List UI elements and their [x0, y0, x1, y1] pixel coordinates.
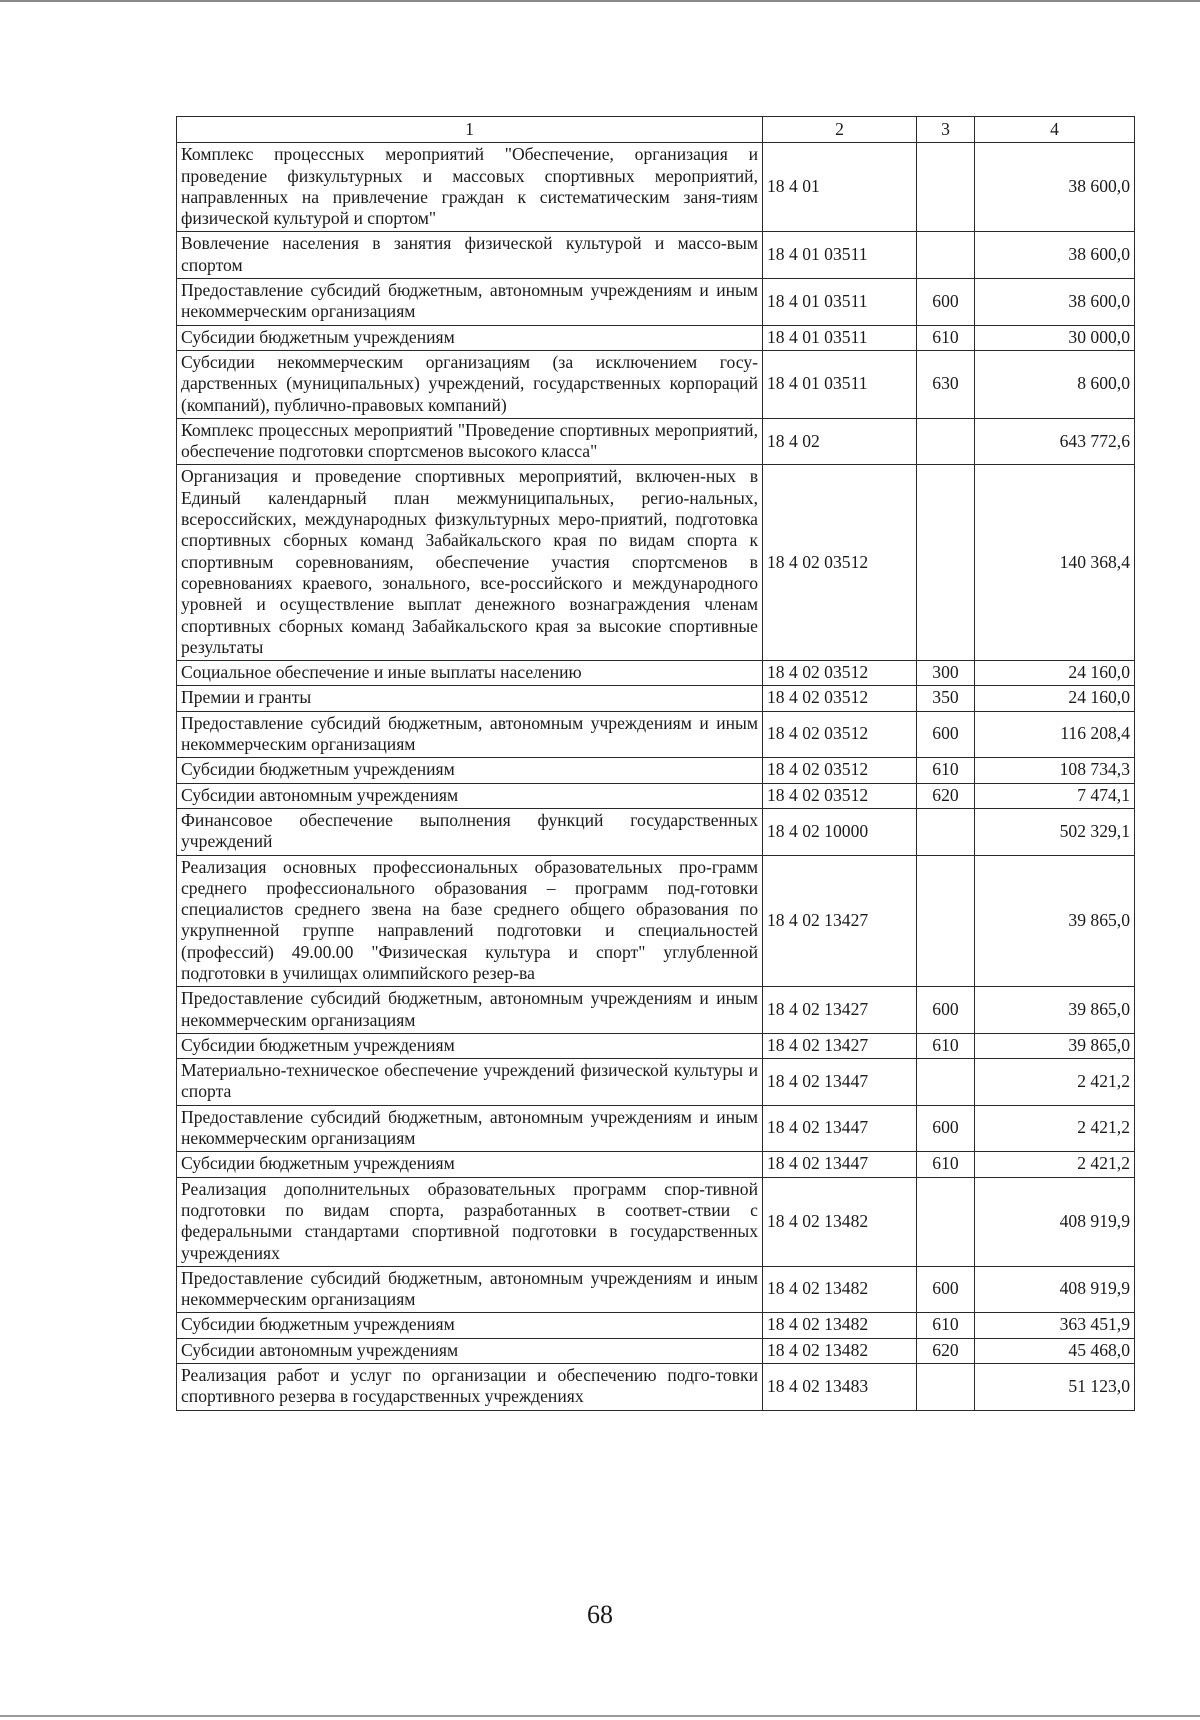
row-code-cell: 18 4 02 03512	[763, 758, 917, 783]
table-row	[177, 1313, 1135, 1338]
row-code-cell: 18 4 02 03512	[763, 661, 917, 686]
row-code-cell: 18 4 02 13427	[763, 855, 917, 987]
row-amount-cell: 39 865,0	[975, 987, 1135, 1034]
row-code-cell: 18 4 01 03511	[763, 325, 917, 350]
row-amount-cell: 363 451,9	[975, 1313, 1135, 1338]
table-row	[177, 758, 1135, 783]
row-code-cell: 18 4 02 13482	[763, 1313, 917, 1338]
table-row	[177, 1152, 1135, 1177]
row-code-cell: 18 4 02 03512	[763, 465, 917, 661]
row-code-cell: 18 4 01 03511	[763, 350, 917, 418]
row-type-cell: 600	[917, 987, 975, 1034]
table-row	[177, 418, 1135, 465]
row-amount-cell: 38 600,0	[975, 143, 1135, 232]
row-type-cell	[917, 418, 975, 465]
row-code-cell: 18 4 02 13427	[763, 987, 917, 1034]
row-type-cell: 610	[917, 1152, 975, 1177]
row-type-cell: 300	[917, 661, 975, 686]
row-amount-cell: 408 919,9	[975, 1266, 1135, 1313]
table-row	[177, 1105, 1135, 1152]
row-name-cell: Субсидии автономным учреждениям	[177, 1338, 763, 1363]
row-amount-cell: 7 474,1	[975, 783, 1135, 808]
table-row	[177, 1364, 1135, 1411]
table-row	[177, 143, 1135, 232]
row-name-cell: Предоставление субсидий бюджетным, автономным учреждениям и иным некоммерческим организациям	[177, 1266, 763, 1313]
table-row	[177, 783, 1135, 808]
table-row	[177, 1059, 1135, 1106]
row-name-cell: Предоставление субсидий бюджетным, автономным учреждениям и иным некоммерческим организациям	[177, 1105, 763, 1152]
scan-edge-top	[0, 0, 1200, 2]
row-amount-cell: 2 421,2	[975, 1059, 1135, 1106]
row-name-cell: Субсидии автономным учреждениям	[177, 783, 763, 808]
row-code-cell: 18 4 01	[763, 143, 917, 232]
row-type-cell: 610	[917, 1313, 975, 1338]
row-amount-cell: 30 000,0	[975, 325, 1135, 350]
row-name-cell: Социальное обеспечение и иные выплаты населению	[177, 661, 763, 686]
row-type-cell: 620	[917, 1338, 975, 1363]
table-body	[177, 143, 1135, 1410]
row-amount-cell: 51 123,0	[975, 1364, 1135, 1411]
table-row	[177, 661, 1135, 686]
row-code-cell: 18 4 02 13447	[763, 1059, 917, 1106]
row-type-cell: 610	[917, 758, 975, 783]
column-header-1: 1	[177, 117, 763, 143]
column-header-2: 2	[763, 117, 917, 143]
row-type-cell	[917, 143, 975, 232]
row-name-cell: Предоставление субсидий бюджетным, автономным учреждениям и иным некоммерческим организациям	[177, 987, 763, 1034]
row-code-cell: 18 4 02	[763, 418, 917, 465]
row-code-cell: 18 4 02 10000	[763, 808, 917, 855]
row-code-cell: 18 4 02 13482	[763, 1177, 917, 1266]
row-amount-cell: 39 865,0	[975, 855, 1135, 987]
row-name-cell: Комплекс процессных мероприятий "Обеспечение, организация и проведение физкультурных и массовых спортивных мероприятий, направленных на привлечение граждан к систематическим заня-тиям физической культурой и спортом"	[177, 143, 763, 232]
row-code-cell: 18 4 01 03511	[763, 232, 917, 279]
table-row	[177, 808, 1135, 855]
row-type-cell	[917, 232, 975, 279]
row-name-cell: Реализация работ и услуг по организации и обеспечению подго-товки спортивного резерва в государственных учреждениях	[177, 1364, 763, 1411]
table-row	[177, 1177, 1135, 1266]
row-type-cell: 600	[917, 279, 975, 326]
row-name-cell: Реализация дополнительных образовательных программ спор-тивной подготовки по видам спорта, разработанных в соответ-ствии с федеральными стандартами спортивной подготовки в государственных учреждениях	[177, 1177, 763, 1266]
row-type-cell	[917, 855, 975, 987]
row-name-cell: Комплекс процессных мероприятий "Проведение спортивных мероприятий, обеспечение подготовки спортсменов высокого класса"	[177, 418, 763, 465]
table-row	[177, 350, 1135, 418]
row-type-cell: 600	[917, 1266, 975, 1313]
row-name-cell: Субсидии бюджетным учреждениям	[177, 1033, 763, 1058]
budget-table	[176, 116, 1135, 1411]
row-name-cell: Субсидии бюджетным учреждениям	[177, 1313, 763, 1338]
row-type-cell	[917, 1059, 975, 1106]
row-amount-cell: 502 329,1	[975, 808, 1135, 855]
row-type-cell: 610	[917, 1033, 975, 1058]
row-name-cell: Предоставление субсидий бюджетным, автономным учреждениям и иным некоммерческим организациям	[177, 711, 763, 758]
table-row	[177, 325, 1135, 350]
row-name-cell: Субсидии некоммерческим организациям (за исключением госу-дарственных (муниципальных) учреждений, государственных корпораций (компаний), публично-правовых компаний)	[177, 350, 763, 418]
row-code-cell: 18 4 02 13482	[763, 1266, 917, 1313]
row-type-cell	[917, 808, 975, 855]
column-header-3: 3	[917, 117, 975, 143]
row-name-cell: Реализация основных профессиональных образовательных про-грамм среднего профессионального образования – программ под-готовки специалистов среднего звена на базе среднего общего образования по укрупненной группе направлений подготовки и специальностей (профессий) 49.00.00 "Физическая культура и спорт" углубленной подготовки в училищах олимпийского резер-ва	[177, 855, 763, 987]
table-header-row	[177, 117, 1135, 143]
row-amount-cell: 8 600,0	[975, 350, 1135, 418]
table-row	[177, 855, 1135, 987]
row-name-cell: Субсидии бюджетным учреждениям	[177, 325, 763, 350]
row-code-cell: 18 4 02 13447	[763, 1152, 917, 1177]
row-amount-cell: 116 208,4	[975, 711, 1135, 758]
row-amount-cell: 24 160,0	[975, 661, 1135, 686]
row-type-cell: 350	[917, 686, 975, 711]
row-amount-cell: 24 160,0	[975, 686, 1135, 711]
row-name-cell: Финансовое обеспечение выполнения функций государственных учреждений	[177, 808, 763, 855]
row-type-cell	[917, 1177, 975, 1266]
row-code-cell: 18 4 01 03511	[763, 279, 917, 326]
table-row	[177, 1033, 1135, 1058]
row-name-cell: Премии и гранты	[177, 686, 763, 711]
row-name-cell: Предоставление субсидий бюджетным, автономным учреждениям и иным некоммерческим организациям	[177, 279, 763, 326]
table-row	[177, 232, 1135, 279]
row-type-cell	[917, 465, 975, 661]
table-row	[177, 987, 1135, 1034]
row-code-cell: 18 4 02 13483	[763, 1364, 917, 1411]
row-type-cell: 610	[917, 325, 975, 350]
row-amount-cell: 408 919,9	[975, 1177, 1135, 1266]
row-name-cell: Субсидии бюджетным учреждениям	[177, 1152, 763, 1177]
table-row	[177, 711, 1135, 758]
page-number: 68	[587, 1600, 613, 1629]
row-type-cell: 600	[917, 711, 975, 758]
table-row	[177, 465, 1135, 661]
row-name-cell: Субсидии бюджетным учреждениям	[177, 758, 763, 783]
row-amount-cell: 45 468,0	[975, 1338, 1135, 1363]
row-amount-cell: 643 772,6	[975, 418, 1135, 465]
row-name-cell: Вовлечение населения в занятия физической культурой и массо-вым спортом	[177, 232, 763, 279]
row-type-cell	[917, 1364, 975, 1411]
row-code-cell: 18 4 02 03512	[763, 686, 917, 711]
row-type-cell: 600	[917, 1105, 975, 1152]
row-amount-cell: 108 734,3	[975, 758, 1135, 783]
row-amount-cell: 140 368,4	[975, 465, 1135, 661]
table-row	[177, 1338, 1135, 1363]
row-code-cell: 18 4 02 03512	[763, 783, 917, 808]
row-code-cell: 18 4 02 13427	[763, 1033, 917, 1058]
row-name-cell: Материально-техническое обеспечение учреждений физической культуры и спорта	[177, 1059, 763, 1106]
row-amount-cell: 38 600,0	[975, 279, 1135, 326]
row-code-cell: 18 4 02 13482	[763, 1338, 917, 1363]
scan-edge-bottom	[0, 1715, 1200, 1717]
table-row	[177, 686, 1135, 711]
row-name-cell: Организация и проведение спортивных мероприятий, включен-ных в Единый календарный план межмуниципальных, регио-нальных, всероссийских, международных физкультурных меро-приятий, подготовка спортивных сборных команд Забайкальского края по видам спорта к спортивным соревнованиям, обеспечение участия спортсменов в соревнованиях краевого, зонального, все-российского и международного уровней и осуществление выплат денежного вознаграждения членам спортивных сборных команд Забайкальского края за высокие спортивные результаты	[177, 465, 763, 661]
row-amount-cell: 2 421,2	[975, 1152, 1135, 1177]
row-code-cell: 18 4 02 13447	[763, 1105, 917, 1152]
table-row	[177, 1266, 1135, 1313]
row-amount-cell: 39 865,0	[975, 1033, 1135, 1058]
row-amount-cell: 38 600,0	[975, 232, 1135, 279]
table-row	[177, 279, 1135, 326]
column-header-4: 4	[975, 117, 1135, 143]
row-type-cell: 620	[917, 783, 975, 808]
row-type-cell: 630	[917, 350, 975, 418]
row-code-cell: 18 4 02 03512	[763, 711, 917, 758]
row-amount-cell: 2 421,2	[975, 1105, 1135, 1152]
